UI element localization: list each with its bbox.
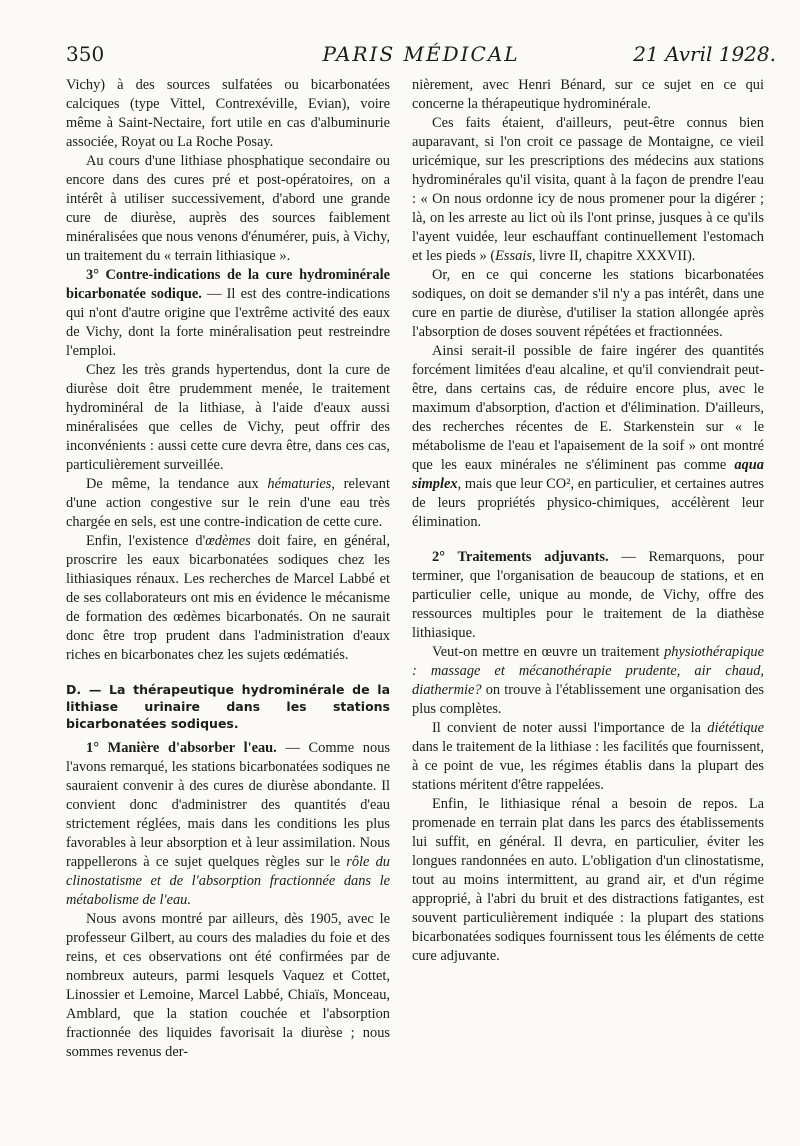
paragraph: Enfin, le lithiasique rénal a besoin de repos. La promenade en terrain plat dans les parcs des établissements lui suffit, en général. Il devra, en particulier, éviter les longues randonnées en auto. L'obligation d'un clinostatisme, tout au moins intermittent, au grand air, et d'un régime approprié, à l'abri du bruit et des distractions fatigantes, est souvent particulièrement indiquée : la plupart des stations bicarbonatées sodiques fournissent tous les éléments de cette cure adjuvante.	[412, 796, 764, 964]
paragraph-contre-indications: 3° Contre-indications de la cure hydrominérale bicarbonatée sodique. — Il est des contre-indications qui n'ont d'autre origine que l'extrême activité des eaux de Vichy, dont la forte minéralisation peut restreindre l'emploi.	[66, 267, 391, 359]
paragraph-traitements: 2° Traitements adjuvants. — Remarquons, pour terminer, que l'organisation de beaucoup de stations, et en particulier celle, unique au monde, de Vichy, offre des ressources multiples pour le traitement de la diathèse lithiasique.	[412, 549, 764, 641]
issue-date: 21 Avril 1928.	[633, 42, 776, 66]
paragraph-maniere: 1° Manière d'absorber l'eau. — Comme nous l'avons remarqué, les stations bicarbonatées sodiques ne sauraient convenir à des cures de diurèse abondante. Il convient donc d'administrer des quantités d'eau strictement réglées, mais dans les conditions les plus favorables à leur absorption et à leur assimilation. Nous rappellerons à ce sujet quelques règles sur le rôle du clinostatisme et de l'absorption fractionnée dans le métabolisme de l'eau.	[66, 740, 391, 908]
subsection-title: 3° Contre-indications de la cure hydrominérale bicarbonatée sodique.	[66, 267, 390, 302]
paragraph: nièrement, avec Henri Bénard, sur ce sujet en ce qui concerne la thérapeutique hydrominérale.	[412, 77, 764, 112]
paragraph: Ainsi serait-il possible de faire ingérer des quantités forcément limitées d'eau alcaline, et qu'il conviendrait peut-être, dans certains cas, de réduire encore plus, avec le maximum d'absorption, d'action et d'élimination. D'ailleurs, des recherches récentes de E. Starkenstein sur « le métabolisme de l'eau et l'apaisement de la soif » ont montré que les eaux minérales ne s'éliminent pas comme aqua simplex, mais que leur CO², en particulier, et certaines autres de leurs propriétés physico-chimiques, accélèrent leur élimination.	[412, 343, 764, 530]
left-column	[66, 76, 390, 1062]
paragraph: Enfin, l'existence d'œdèmes doit faire, en général, proscrire les eaux bicarbonatées sodiques chez les lithiasiques rénaux. Les recherches de Marcel Labbé et de ses collaborateurs ont mis en évidence le mécanisme de formation des œdèmes bicarbonatés. On ne saurait donc être trop prudent dans l'administration d'eaux riches en bicarbonates chez les sujets œdématiés.	[66, 533, 390, 663]
section-heading-d: D. — La thérapeutique hydrominérale de la lithiase urinaire dans les stations bicarbonatées sodiques.	[66, 682, 390, 731]
paragraph: Au cours d'une lithiase phosphatique secondaire ou encore dans des cures pré et post-opératoires, on a intérêt à utiliser successivement, d'abord une grande cure de diurèse, auprès des sources faiblement minéralisées que nous venons d'énumérer, puis, à Vichy, un traitement du « terrain lithiasique ».	[66, 153, 390, 264]
paragraph-montaigne: Ces faits étaient, d'ailleurs, peut-être connus bien auparavant, si l'on croit ce passage de Montaigne, ce vieil uricémique, sur les prescriptions des médecins aux stations hydrominérales qu'il visita, quant à la façon de prendre l'eau : « On nous ordonne icy de nous promener pour la digérer ; là, on les arreste au lict où ils l'ont prinse, jusques à ce qu'ils l'ayent vuidée, leur eschauffant continuellement l'estomach et les pieds » (Essais, livre II, chapitre XXXVII).	[412, 115, 764, 264]
paragraph: De même, la tendance aux hématuries, relevant d'une action congestive sur le rein d'une eau très chargée en sels, est une contre-indication de cette cure.	[66, 476, 390, 530]
page-number: 350	[66, 42, 105, 66]
subsection-title: 1° Manière d'absorber l'eau.	[86, 740, 277, 756]
subsection-title: 2° Traitements adjuvants.	[432, 549, 609, 565]
paragraph: Nous avons montré par ailleurs, dès 1905, avec le professeur Gilbert, au cours des maladies du foie et des reins, et ces observations ont été confirmées par de nombreux auteurs, parmi lesquels Vaquez et Cottet, Linossier et Lemoine, Marcel Labbé, Chiaïs, Monceau, Amblard, que la station couchée et l'absorption fractionnée des liquides favorisait la diurèse ; nous sommes revenus der-	[66, 911, 390, 1060]
right-column	[412, 76, 764, 966]
journal-title: PARIS MÉDICAL	[322, 42, 520, 66]
page-header	[66, 42, 776, 70]
paragraph: Vichy) à des sources sulfatées ou bicarbonatées calciques (type Vittel, Contrexéville, Evian), voire même à Saint-Nectaire, fort utile en cas d'albuminurie associée, Royat ou La Roche Posay.	[66, 77, 390, 150]
paragraph: Chez les très grands hypertendus, dont la cure de diurèse doit être prudemment menée, le traitement hydrominéral de la lithiase, à l'aide d'eaux aussi minéralisées que celles de Vichy, peut offrir des inconvénients : aussi cette cure devra être, dans ces cas, particulièrement surveillée.	[66, 362, 390, 473]
paragraph: Or, en ce qui concerne les stations bicarbonatées sodiques, on doit se demander s'il n'y a pas intérêt, dans une cure en partie de diurèse, d'utiliser la station allongée après l'absorption de doses souvent répétées et fractionnées.	[412, 267, 764, 340]
paragraph: Il convient de noter aussi l'importance de la diététique dans le traitement de la lithiase : les facilités que fournissent, à ce point de vue, les régimes établis dans la plupart des stations méritent d'être rappelées.	[412, 720, 764, 793]
paragraph: Veut-on mettre en œuvre un traitement physiothérapique : massage et mécanothérapie prudente, air chaud, diathermie? on trouve à l'établissement une organisation des plus complètes.	[412, 644, 764, 717]
